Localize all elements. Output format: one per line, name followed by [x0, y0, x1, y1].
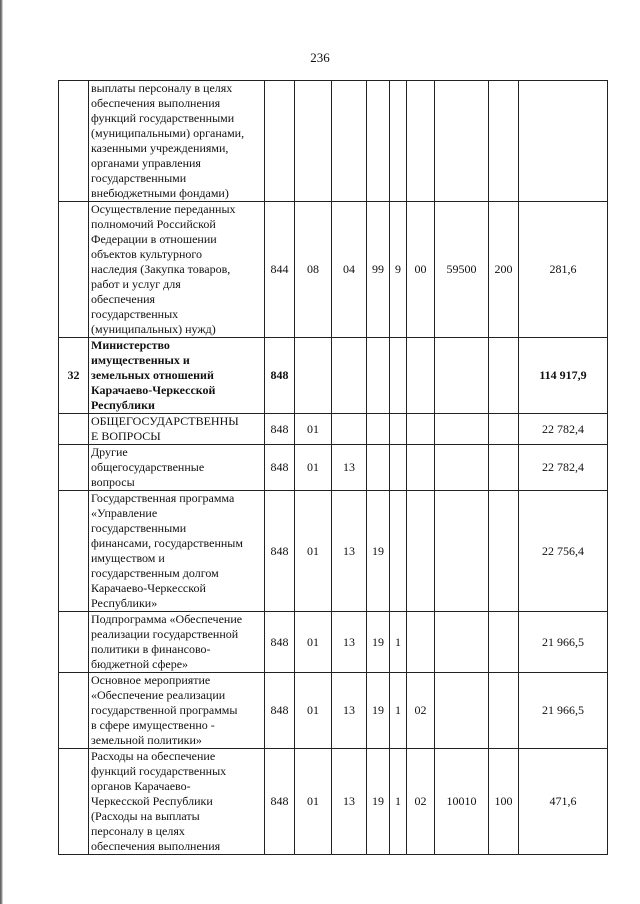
row-name-line: общегосударственные	[91, 460, 205, 474]
target-event-code	[407, 491, 435, 612]
target-subprogram-code: 1	[390, 749, 407, 855]
section-code: 01	[295, 491, 332, 612]
row-name-line: Государственная программа	[91, 491, 235, 505]
row-name-line: объектов культурного	[91, 247, 203, 261]
target-direction-code	[435, 445, 489, 491]
target-program-code	[367, 414, 390, 445]
row-name-line: государственных	[91, 307, 179, 321]
row-name-line: Е ВОПРОСЫ	[91, 429, 161, 443]
row-name-line: государственными	[91, 171, 187, 185]
row-name-line: Карачаево-Черкесской	[91, 581, 206, 595]
target-event-code	[407, 414, 435, 445]
row-name-line: Министерство	[91, 338, 170, 352]
grbs-code: 848	[265, 612, 295, 673]
row-name-line: функций государственных	[91, 764, 227, 778]
target-program-code: 19	[367, 749, 390, 855]
row-name-line: государственными	[91, 521, 187, 535]
target-event-code: 02	[407, 749, 435, 855]
table-row	[59, 202, 608, 338]
table-row	[59, 749, 608, 855]
target-direction-code: 59500	[435, 202, 489, 338]
row-name-line: органами управления	[91, 156, 201, 170]
row-name-line: земельной политики»	[91, 733, 202, 747]
row-number	[59, 491, 89, 612]
grbs-code	[265, 81, 295, 202]
target-event-code	[407, 445, 435, 491]
amount: 471,6	[519, 749, 608, 855]
expense-type-code	[489, 673, 519, 749]
expense-type-code: 200	[489, 202, 519, 338]
target-subprogram-code	[390, 445, 407, 491]
row-name-line: Основное мероприятие	[91, 673, 211, 687]
row-number	[59, 612, 89, 673]
row-name-line: «Управление	[91, 506, 158, 520]
row-name-line: Осуществление переданных	[91, 202, 236, 216]
row-name-line: Республики»	[91, 596, 158, 610]
grbs-code: 848	[265, 338, 295, 414]
section-code: 01	[295, 749, 332, 855]
amount: 21 966,5	[519, 612, 608, 673]
amount: 22 782,4	[519, 445, 608, 491]
expense-type-code	[489, 338, 519, 414]
target-subprogram-code: 1	[390, 612, 407, 673]
section-code	[295, 338, 332, 414]
subsection-code: 13	[332, 491, 367, 612]
row-name-line: Подпрограмма «Обеспечение	[91, 612, 243, 626]
row-name-line: наследия (Закупка товаров,	[91, 262, 231, 276]
row-name-line: в сфере имущественно -	[91, 718, 215, 732]
page-number: 236	[310, 50, 330, 65]
expense-type-code	[489, 414, 519, 445]
grbs-code: 848	[265, 445, 295, 491]
target-event-code	[407, 612, 435, 673]
table-row	[59, 414, 608, 445]
target-direction-code: 10010	[435, 749, 489, 855]
amount: 22 756,4	[519, 491, 608, 612]
row-number	[59, 81, 89, 202]
row-name-line: персоналу в целях	[91, 824, 185, 838]
amount: 114 917,9	[519, 338, 608, 414]
subsection-code	[332, 81, 367, 202]
budget-table	[58, 80, 608, 855]
row-name	[89, 612, 265, 673]
row-name-line: обеспечения	[91, 292, 156, 306]
target-direction-code	[435, 81, 489, 202]
grbs-code: 848	[265, 414, 295, 445]
row-name-line: функций государственными	[91, 111, 235, 125]
subsection-code: 13	[332, 612, 367, 673]
row-name	[89, 491, 265, 612]
row-name-line: Карачаево-Черкесской	[91, 383, 216, 397]
row-name-line: казенными учреждениями,	[91, 141, 229, 155]
row-name-line: Республики	[91, 398, 155, 412]
amount: 21 966,5	[519, 673, 608, 749]
row-name-line: (Расходы на выплаты	[91, 809, 200, 823]
row-name-line: выплаты персоналу в целях	[91, 81, 233, 95]
row-name-line: Расходы на обеспечение	[91, 749, 216, 763]
table-row	[59, 673, 608, 749]
row-name	[89, 749, 265, 855]
target-program-code: 99	[367, 202, 390, 338]
section-code: 08	[295, 202, 332, 338]
row-name-line: (муниципальными) органами,	[91, 126, 245, 140]
target-program-code: 19	[367, 612, 390, 673]
target-direction-code	[435, 673, 489, 749]
row-name-line: реализации государственной	[91, 627, 239, 641]
row-name-line: земельных отношений	[91, 368, 214, 382]
row-name-line: полномочий Российской	[91, 217, 216, 231]
grbs-code: 848	[265, 673, 295, 749]
row-name	[89, 202, 265, 338]
target-program-code	[367, 338, 390, 414]
row-name-line: политики в финансово-	[91, 642, 211, 656]
row-name-line: работ и услуг для	[91, 277, 181, 291]
table-row	[59, 338, 608, 414]
target-direction-code	[435, 612, 489, 673]
subsection-code: 13	[332, 445, 367, 491]
row-name-line: внебюджетными фондами)	[91, 186, 229, 200]
row-name-line: вопросы	[91, 475, 135, 489]
expense-type-code	[489, 81, 519, 202]
grbs-code: 848	[265, 491, 295, 612]
row-number	[59, 749, 89, 855]
row-name-line: (муниципальных) нужд)	[91, 322, 216, 336]
row-name-line: обеспечения выполнения	[91, 96, 221, 110]
target-event-code: 02	[407, 673, 435, 749]
table-row	[59, 612, 608, 673]
grbs-code: 848	[265, 749, 295, 855]
target-subprogram-code	[390, 414, 407, 445]
grbs-code: 844	[265, 202, 295, 338]
table-row	[59, 445, 608, 491]
target-subprogram-code: 1	[390, 673, 407, 749]
amount	[519, 81, 608, 202]
subsection-code: 13	[332, 673, 367, 749]
row-number	[59, 414, 89, 445]
target-subprogram-code	[390, 491, 407, 612]
row-name-line: государственным долгом	[91, 566, 219, 580]
table-body	[59, 81, 608, 855]
target-subprogram-code	[390, 338, 407, 414]
scan-edge	[0, 0, 3, 904]
row-name-line: бюджетной сфере»	[91, 657, 189, 671]
row-name-line: обеспечения выполнения	[91, 839, 221, 853]
target-event-code: 00	[407, 202, 435, 338]
subsection-code: 13	[332, 749, 367, 855]
table-row	[59, 491, 608, 612]
row-name-line: Другие	[91, 445, 128, 459]
row-name-line: Черкесской Республики	[91, 794, 213, 808]
row-name-line: ОБЩЕГОСУДАРСТВЕННЫ	[91, 414, 239, 428]
row-number	[59, 445, 89, 491]
expense-type-code: 100	[489, 749, 519, 855]
subsection-code: 04	[332, 202, 367, 338]
target-program-code	[367, 445, 390, 491]
target-program-code: 19	[367, 673, 390, 749]
row-name	[89, 81, 265, 202]
target-event-code	[407, 81, 435, 202]
row-name-line: органов Карачаево-	[91, 779, 191, 793]
row-number: 32	[59, 338, 89, 414]
expense-type-code	[489, 491, 519, 612]
target-direction-code	[435, 491, 489, 612]
row-name	[89, 338, 265, 414]
row-name-line: «Обеспечение реализации	[91, 688, 226, 702]
row-name-line: финансами, государственным	[91, 536, 243, 550]
target-subprogram-code	[390, 81, 407, 202]
row-name-line: государственной программы	[91, 703, 238, 717]
target-direction-code	[435, 338, 489, 414]
row-number	[59, 202, 89, 338]
row-number	[59, 673, 89, 749]
subsection-code	[332, 414, 367, 445]
section-code: 01	[295, 612, 332, 673]
row-name-line: имуществом и	[91, 551, 165, 565]
target-program-code	[367, 81, 390, 202]
row-name-line: Федерации в отношении	[91, 232, 217, 246]
section-code	[295, 81, 332, 202]
target-subprogram-code: 9	[390, 202, 407, 338]
target-direction-code	[435, 414, 489, 445]
row-name	[89, 414, 265, 445]
section-code: 01	[295, 414, 332, 445]
expense-type-code	[489, 612, 519, 673]
subsection-code	[332, 338, 367, 414]
amount: 281,6	[519, 202, 608, 338]
table-row	[59, 81, 608, 202]
row-name	[89, 445, 265, 491]
amount: 22 782,4	[519, 414, 608, 445]
row-name-line: имущественных и	[91, 353, 190, 367]
row-name	[89, 673, 265, 749]
target-program-code: 19	[367, 491, 390, 612]
section-code: 01	[295, 445, 332, 491]
target-event-code	[407, 338, 435, 414]
section-code: 01	[295, 673, 332, 749]
expense-type-code	[489, 445, 519, 491]
